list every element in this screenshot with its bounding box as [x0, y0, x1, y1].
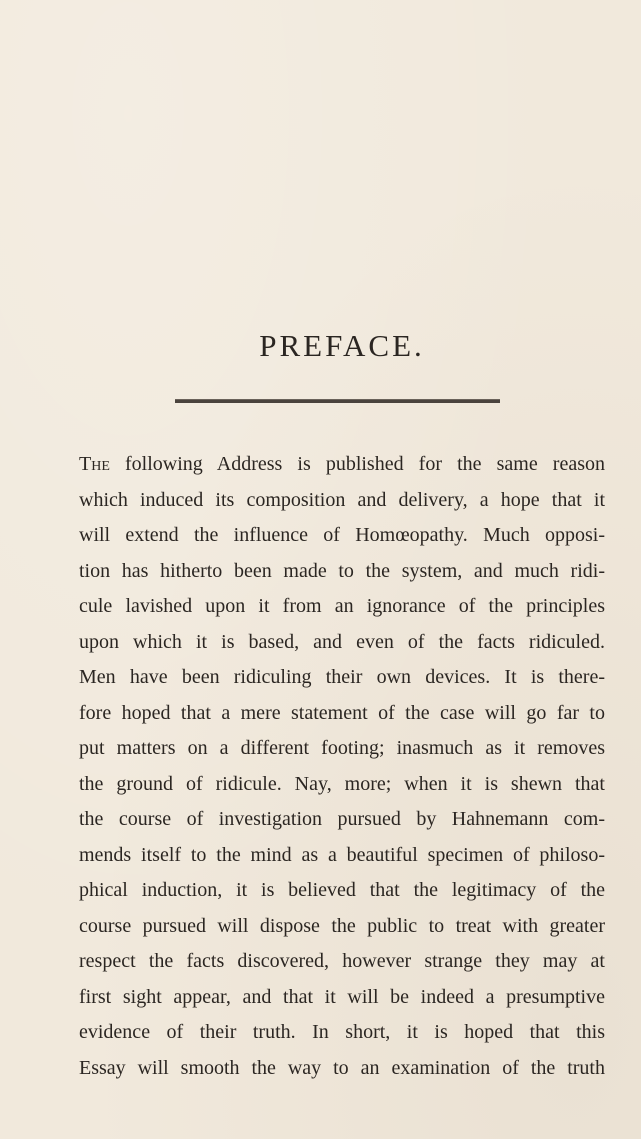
text-line: phical induction, it is believed that the legitimacy of the	[79, 879, 605, 901]
preface-paragraph	[79, 447, 605, 1086]
text-line: put matters on a different footing; inasmuch as it removes	[79, 737, 605, 759]
text-line: which induced its composition and delivery, a hope that it	[79, 488, 605, 511]
text-line: cule lavished upon it from an ignorance of the principles	[79, 595, 605, 617]
text-line: mends itself to the mind as a beautiful specimen of philoso-	[79, 843, 605, 866]
text-line: fore hoped that a mere statement of the case will go far to	[79, 701, 605, 724]
page-heading: PREFACE.	[259, 328, 425, 363]
text-line: the course of investigation pursued by Hahnemann com-	[79, 808, 605, 830]
text-line: will extend the influence of Homœopathy. Much opposi-	[79, 524, 605, 546]
text-line: tion has hitherto been made to the system, and much ridi-	[79, 559, 605, 582]
first-word: The	[79, 453, 110, 475]
text-line: upon which it is based, and even of the facts ridiculed.	[79, 630, 605, 653]
text-line: course pursued will dispose the public to treat with greater	[79, 914, 605, 937]
text-line: evidence of their truth. In short, it is hoped that this	[79, 1021, 605, 1043]
text-line: Essay will smooth the way to an examination of the truth	[79, 1056, 605, 1079]
text-line	[79, 447, 605, 483]
text-line: Men have been ridiculing their own devices. It is there-	[79, 666, 605, 688]
text-line: respect the facts discovered, however strange they may at	[79, 950, 605, 972]
text-line: first sight appear, and that it will be indeed a presumptive	[79, 985, 605, 1008]
text-line: the ground of ridicule. Nay, more; when it is shewn that	[79, 772, 605, 795]
text-line-content: following Address is published for the same reason	[109, 453, 605, 475]
heading-rule	[175, 399, 500, 403]
